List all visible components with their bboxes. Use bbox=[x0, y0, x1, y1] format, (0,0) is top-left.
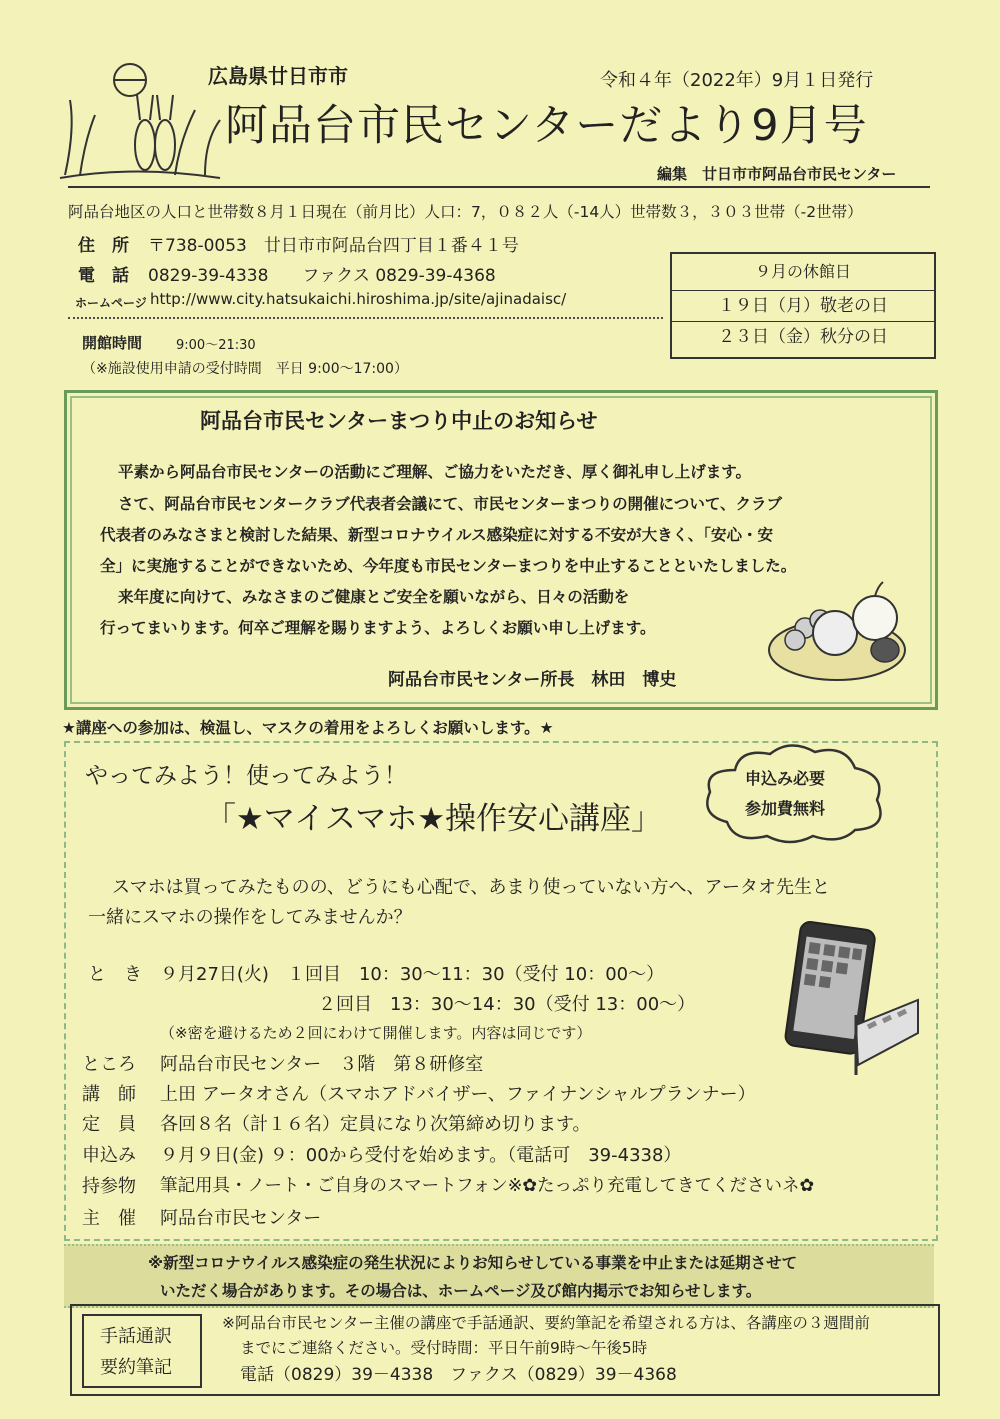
closed-days-title: ９月の休館日 bbox=[672, 254, 934, 291]
header-editor: 編集 廿日市市阿品台市民センター bbox=[657, 165, 897, 183]
detail-value-apply: ９月９日(金) ９：00から受付を始めます。（電話可 39-4338） bbox=[160, 1145, 682, 1166]
header-issue-date: 令和４年（2022年）9月１日発行 bbox=[600, 70, 874, 91]
detail-label-bring: 持参物 bbox=[82, 1176, 136, 1197]
detail-value-lecturer: 上田 アータオさん（スマホアドバイザー、ファイナンシャルプランナー） bbox=[160, 1084, 756, 1105]
detail-value-host: 阿品台市民センター bbox=[160, 1208, 322, 1229]
smartphone-illustration bbox=[768, 915, 928, 1075]
fee-badge-cloud bbox=[695, 740, 895, 845]
sign-lang-line-1: ※阿品台市民センター主催の講座で手話通訳、要約筆記を希望される方は、各講座の３週間前 bbox=[222, 1314, 870, 1332]
detail-label-place: ところ bbox=[82, 1054, 136, 1075]
sign-lang-line-2: までにご連絡ください。受付時間：平日午前9時～午後5時 bbox=[240, 1339, 648, 1357]
course-intro-1: スマホは買ってみたものの、どうにも心配で、あまり使っていない方へ、アータオ先生と bbox=[112, 877, 831, 898]
hours-label: 開館時間 bbox=[82, 334, 143, 352]
course-catch: やってみよう！使ってみよう！ bbox=[85, 763, 407, 789]
detail-label-capacity: 定 員 bbox=[82, 1114, 136, 1135]
closed-days-box bbox=[670, 252, 936, 359]
detail-value-session-2: ２回目 13：30～14：30（受付 13：00～） bbox=[318, 994, 696, 1015]
address-text: 〒738-0053 廿日市市阿品台四丁目１番４１号 bbox=[148, 236, 519, 256]
notice-line-1: 平素から阿品台市民センターの活動にご理解、ご協力をいただき、厚く御礼申し上げます。 bbox=[118, 463, 752, 481]
detail-value-when: ９月27日(火) １回目 10：30～11：30（受付 10：00～） bbox=[160, 964, 665, 985]
homepage-link[interactable]: http://www.city.hatsukaichi.hiroshima.jp/site/ajinadaisc/ bbox=[150, 290, 567, 308]
header-divider bbox=[68, 186, 930, 188]
phone-text: 0829-39-4338 ファクス 0829-39-4368 bbox=[148, 266, 496, 286]
address-label: 住 所 bbox=[78, 236, 129, 256]
closed-day-2: ２３日（金）秋分の日 bbox=[718, 327, 888, 347]
sign-lang-label-1: 手話通訳 bbox=[100, 1326, 172, 1347]
notice-line-3: 代表者のみなさまと検討した結果、新型コロナウイルス感染症に対する不安が大きく、「安心・安 bbox=[100, 526, 774, 544]
detail-value-capacity: 各回８名（計１６名）定員になり次第締め切ります。 bbox=[160, 1114, 591, 1135]
info-divider bbox=[68, 317, 663, 319]
notice-line-2: さて、阿品台市民センタークラブ代表者会議にて、市民センターまつりの開催について、クラブ bbox=[118, 495, 783, 513]
sign-lang-line-3: 電話（0829）39－4338 ファクス（0829）39－4368 bbox=[240, 1365, 677, 1385]
hours-note: （※施設使用申請の受付時間 平日 9:00～17:00） bbox=[82, 361, 408, 377]
detail-label-host: 主 催 bbox=[82, 1208, 136, 1229]
header-city: 広島県廿日市市 bbox=[208, 64, 348, 88]
notice-line-6: 行ってまいります。何卒ご理解を賜りますよう、よろしくお願い申し上げます。 bbox=[100, 619, 656, 637]
notice-line-5: 来年度に向けて、みなさまのご健康とご安全を願いながら、日々の活動を bbox=[118, 588, 630, 606]
closed-day-1: １９日（月）敬老の日 bbox=[672, 291, 934, 322]
sign-lang-label-2: 要約筆記 bbox=[100, 1357, 172, 1378]
page-title: 阿品台市民センターだより9月号 bbox=[225, 101, 868, 151]
fruit-basket-illustration bbox=[765, 578, 915, 688]
detail-label-lecturer: 講 師 bbox=[82, 1084, 136, 1105]
badge-application-required: 申込み必要 bbox=[745, 769, 826, 788]
detail-value-place: 阿品台市民センター ３階 第８研修室 bbox=[160, 1054, 484, 1075]
covid-note-line-2: いただく場合があります。その場合は、ホームページ及び館内掲示でお知らせします。 bbox=[160, 1282, 762, 1300]
homepage-label: ホームページ bbox=[75, 296, 147, 310]
detail-label-when: と き bbox=[88, 964, 142, 985]
notice-title: 阿品台市民センターまつり中止のお知らせ bbox=[200, 409, 598, 433]
phone-label: 電 話 bbox=[78, 266, 129, 286]
course-title: 「★マイスマホ★操作安心講座」 bbox=[205, 801, 663, 837]
hours-text: 9:00～21:30 bbox=[176, 338, 256, 353]
detail-value-note: （※密を避けるため２回にわけて開催します。内容は同じです） bbox=[160, 1024, 592, 1042]
notice-signature: 阿品台市民センター所長 林田 博史 bbox=[388, 670, 677, 690]
header-illustration bbox=[55, 60, 225, 185]
detail-label-apply: 申込み bbox=[82, 1145, 136, 1166]
course-request: ★講座への参加は、検温し、マスクの着用をよろしくお願いします。★ bbox=[62, 719, 554, 737]
detail-value-bring: 筆記用具・ノート・ご自身のスマートフォン※✿たっぷり充電してきてくださいネ✿ bbox=[160, 1176, 815, 1196]
population-text: 阿品台地区の人口と世帯数８月１日現在（前月比）人口：7，０８２人（-14人）世帯数３，３０３世帯（-2世帯） bbox=[68, 203, 863, 221]
badge-free-participation: 参加費無料 bbox=[745, 799, 826, 818]
covid-note-line-1: ※新型コロナウイルス感染症の発生状況によりお知らせしている事業を中止または延期させて bbox=[148, 1254, 798, 1272]
notice-line-4: 全」に実施することができないため、今年度も市民センターまつりを中止することといたしました。 bbox=[100, 557, 797, 575]
course-intro-2: 一緒にスマホの操作をしてみませんか？ bbox=[88, 907, 412, 928]
